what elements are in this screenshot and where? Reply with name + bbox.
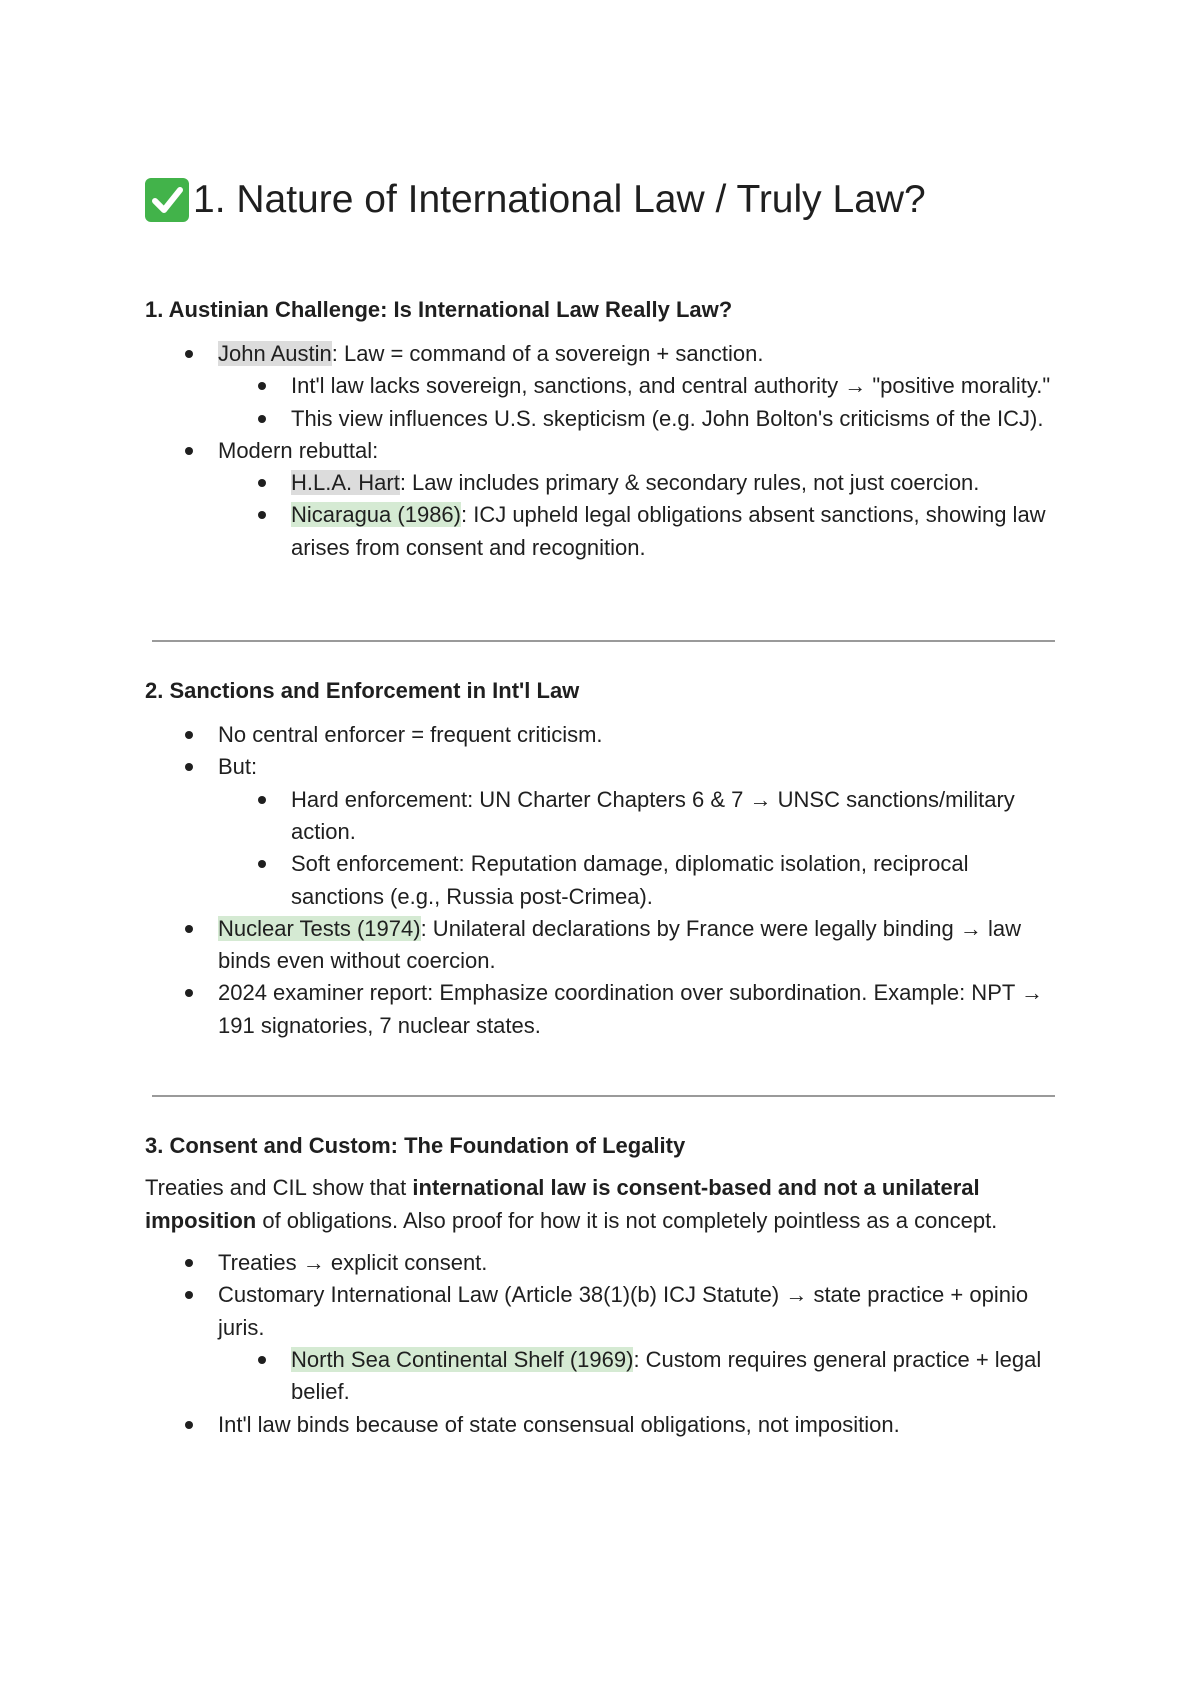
list-item-text: Modern rebuttal: [218, 437, 379, 463]
sub-list [291, 1344, 1060, 1409]
intro-text: of obligations. Also proof for how it is not completely pointless as a concept. [256, 1207, 998, 1233]
sub-list [291, 467, 1060, 564]
check-mark-icon [145, 178, 189, 222]
section-2-heading: 2. Sanctions and Enforcement in Int'l Law [145, 678, 580, 704]
list-item: 2024 examiner report: Emphasize coordination over subordination. Example: NPT → 191 signatories, 7 nuclear states. [145, 977, 1060, 1042]
sub-list-item: Int'l law lacks sovereign, sanctions, and central authority → "positive morality." [291, 370, 1060, 402]
sub-list-item: This view influences U.S. skepticism (e.g. John Bolton's criticisms of the ICJ). [291, 403, 1060, 435]
page-title [145, 168, 1060, 232]
sub-list-item [291, 1344, 1060, 1409]
sub-list-item-text: : Law includes primary & secondary rules, not just coercion. [399, 470, 980, 496]
sub-list-item: Soft enforcement: Reputation damage, diplomatic isolation, reciprocal sanctions (e.g., Russia post-Crimea). [291, 848, 1060, 913]
list-item-text: But: [218, 754, 258, 780]
list-item: Treaties → explicit consent. [145, 1247, 1060, 1279]
list-item: Int'l law binds because of state consensual obligations, not imposition. [145, 1409, 1060, 1441]
section-3-heading: 3. Consent and Custom: The Foundation of Legality [145, 1133, 686, 1159]
list-item [145, 913, 1060, 978]
section-1-list [145, 338, 1060, 564]
list-item [145, 1279, 1060, 1408]
list-item [145, 435, 1060, 564]
highlighted-term: John Austin [218, 341, 332, 366]
list-item-text: : Law = command of a sovereign + sanction. [331, 341, 764, 366]
sub-list-item-text: : ICJ upheld legal obligations absent sanctions, showing law arises from consent and recognition. [291, 502, 1046, 560]
highlighted-term: H.L.A. Hart [291, 470, 400, 496]
sub-list-item [291, 467, 1060, 499]
page-title-text: 1. Nature of International Law / Truly Law? [193, 178, 926, 221]
list-item [145, 338, 1060, 435]
intro-text: Treaties and CIL show that [145, 1175, 413, 1201]
sub-list [291, 784, 1060, 913]
sub-list-item [291, 499, 1060, 564]
case-highlight: Nicaragua (1986) [291, 502, 461, 528]
section-3-intro [145, 1172, 1060, 1237]
case-highlight: Nuclear Tests (1974) [218, 915, 421, 941]
list-item-text: : Unilateral declarations by France were legally binding → law binds even without coercion. [218, 915, 1021, 974]
section-3-list [145, 1247, 1060, 1441]
list-item: No central enforcer = frequent criticism. [145, 719, 1060, 751]
sub-list-item-text: : Custom requires general practice + legal belief. [291, 1346, 1042, 1405]
intro-bold-text: international law is consent-based and not a unilateral imposition [145, 1175, 980, 1233]
section-2-list [145, 719, 1060, 1042]
sub-list [291, 370, 1060, 435]
section-1-heading: 1. Austinian Challenge: Is International Law Really Law? [145, 297, 733, 322]
list-item [145, 751, 1060, 912]
sub-list-item: Hard enforcement: UN Charter Chapters 6 & 7 → UNSC sanctions/military action. [291, 784, 1060, 849]
list-item-text: Customary International Law (Article 38(1)(b) ICJ Statute) → state practice + opinio juris. [218, 1282, 1029, 1340]
document-content [145, 168, 1060, 1441]
case-highlight: North Sea Continental Shelf (1969) [291, 1346, 634, 1372]
